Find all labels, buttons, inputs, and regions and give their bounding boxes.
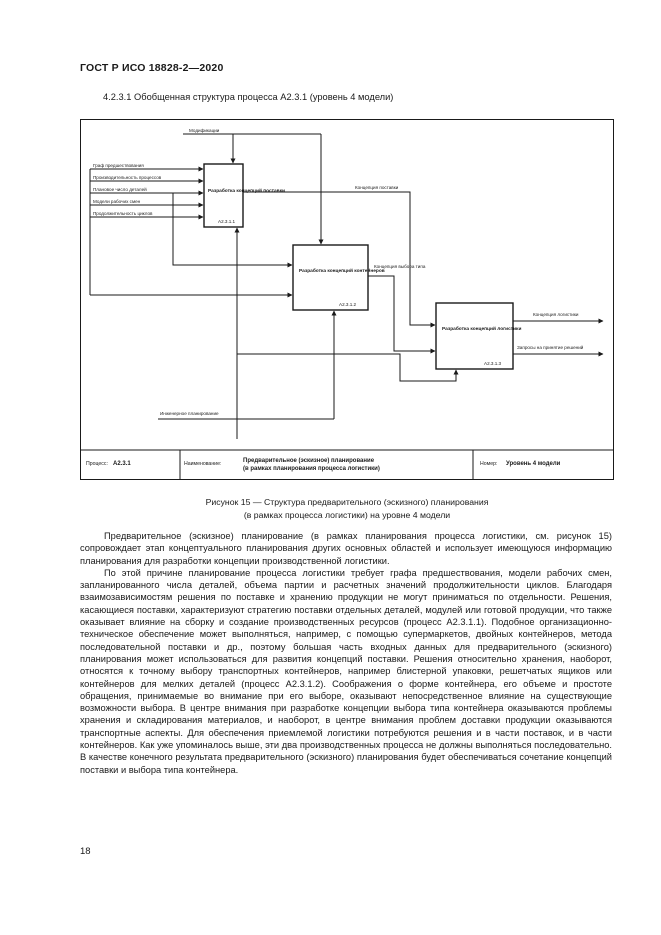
box-a2312 bbox=[293, 245, 385, 310]
control-label: Модификации bbox=[189, 128, 220, 133]
idef0-diagram bbox=[80, 119, 614, 480]
box1-title: Разработка концепций поставки bbox=[208, 189, 285, 194]
section-title: 4.2.3.1 Обобщенная структура процесса А2.3.1 (уровень 4 модели) bbox=[103, 92, 394, 102]
link-box1-box3: Концепция поставки bbox=[355, 185, 399, 190]
page-number: 18 bbox=[80, 846, 91, 857]
footer-number-label: Номер: bbox=[480, 461, 498, 467]
link-box2-box3: Концепция выбора типа bbox=[374, 264, 426, 269]
output-2: Запросы на принятие решений bbox=[517, 345, 584, 350]
footer-name-line2: (в рамках планирования процесса логистики) bbox=[243, 466, 380, 472]
footer-number-value: Уровень 4 модели bbox=[506, 461, 561, 467]
figure-caption-line2: (в рамках процесса логистики) на уровне 4 модели bbox=[243, 510, 451, 520]
paragraph-2: По этой причине планирование процесса логистики требует графа предшествования, модели рабочих смен, запланированного числа деталей, объема партии и расчетных значений продолжительности циклов. Благодаря взаимозависимостям решения по поставке и хранению продукции не могут приниматься по отдельности. Решения, касающиеся поставки, характеризуют стратегию поставки отдельных деталей, модулей или готовой продукции, что также оказывает влияние на сборку и создание производственных ресурсов (процесс А2.3.1.1). Подобное организационно-техническое обеспечение может выполняться, например, с помощью супермаркетов, двойных контейнеров, метода последовательной поставки и др., поэтому большая часть входных данных для предварительного (эскизного) планирования может использоваться для развития концепций поставки. Решения относительно хранения, наоборот, относятся к точному выбору транспортных контейнеров, например блистерной упаковки, решетчатых ящиков или контейнеров для мелких деталей (процесс А2.3.1.2). Соображения о форме контейнера, его объеме и простоте обращения, принимаемые во внимание при его выборе, оказывают непосредственное влияние на существующие возможности выбора. В центре внимания при разработке концепции выбора типа контейнера оказываются проблемы хранения и складирования материалов, и наоборот, в центре внимания проблем доставки продукции оказываются транспортные аспекты. Для обеспечения приемлемой логистики потребуются решения и в части поставок, и в части контейнеров. Как уже упоминалось выше, эти два производственных процесса не должны выполняться последовательно. В качестве конечного результата предварительного (эскизного) планирования будет обеспечиваться сочетание концепций поставки и выбора типа контейнера. bbox=[80, 567, 612, 775]
figure-caption-line1: Рисунок 15 — Структура предварительного (эскизного) планирования bbox=[205, 497, 489, 507]
input-3: Плановое число деталей bbox=[93, 187, 147, 192]
box-a2311 bbox=[204, 164, 285, 227]
footer-name-label: Наименование: bbox=[184, 461, 222, 467]
box3-code: A2.3.1.3 bbox=[484, 361, 502, 366]
footer-node-value: A2.3.1 bbox=[113, 461, 131, 467]
box-a2313 bbox=[436, 303, 521, 369]
box2-title: Разработка концепций контейнеров bbox=[299, 269, 385, 274]
footer-node-label: Процесс: bbox=[86, 461, 108, 467]
box3-title: Разработка концепций логистики bbox=[442, 327, 522, 332]
input-2: Производительность процессов bbox=[93, 175, 162, 180]
output-1: Концепция логистики bbox=[533, 312, 579, 317]
input-5: Продолжительность циклов bbox=[93, 211, 153, 216]
body-text bbox=[80, 530, 612, 776]
input-1: Граф предшествования bbox=[93, 163, 144, 168]
box1-code: A2.3.1.1 bbox=[218, 219, 236, 224]
box2-code: A2.3.1.2 bbox=[339, 302, 357, 307]
footer-name-line1: Предварительное (эскизное) планирование bbox=[243, 458, 375, 464]
input-4: Модели рабочих смен bbox=[93, 199, 141, 204]
mechanism-label: Инженерное планирование bbox=[160, 411, 219, 416]
standard-header: ГОСТ Р ИСО 18828-2—2020 bbox=[80, 62, 224, 74]
paragraph-1: Предварительное (эскизное) планирование (в рамках планирования процесса логистики, см. рисунок 15) сопровождает этап концептуального планирования других основных областей и использует имеющуюся информацию планирования для разработки концепции производственной логистики. bbox=[80, 531, 612, 566]
